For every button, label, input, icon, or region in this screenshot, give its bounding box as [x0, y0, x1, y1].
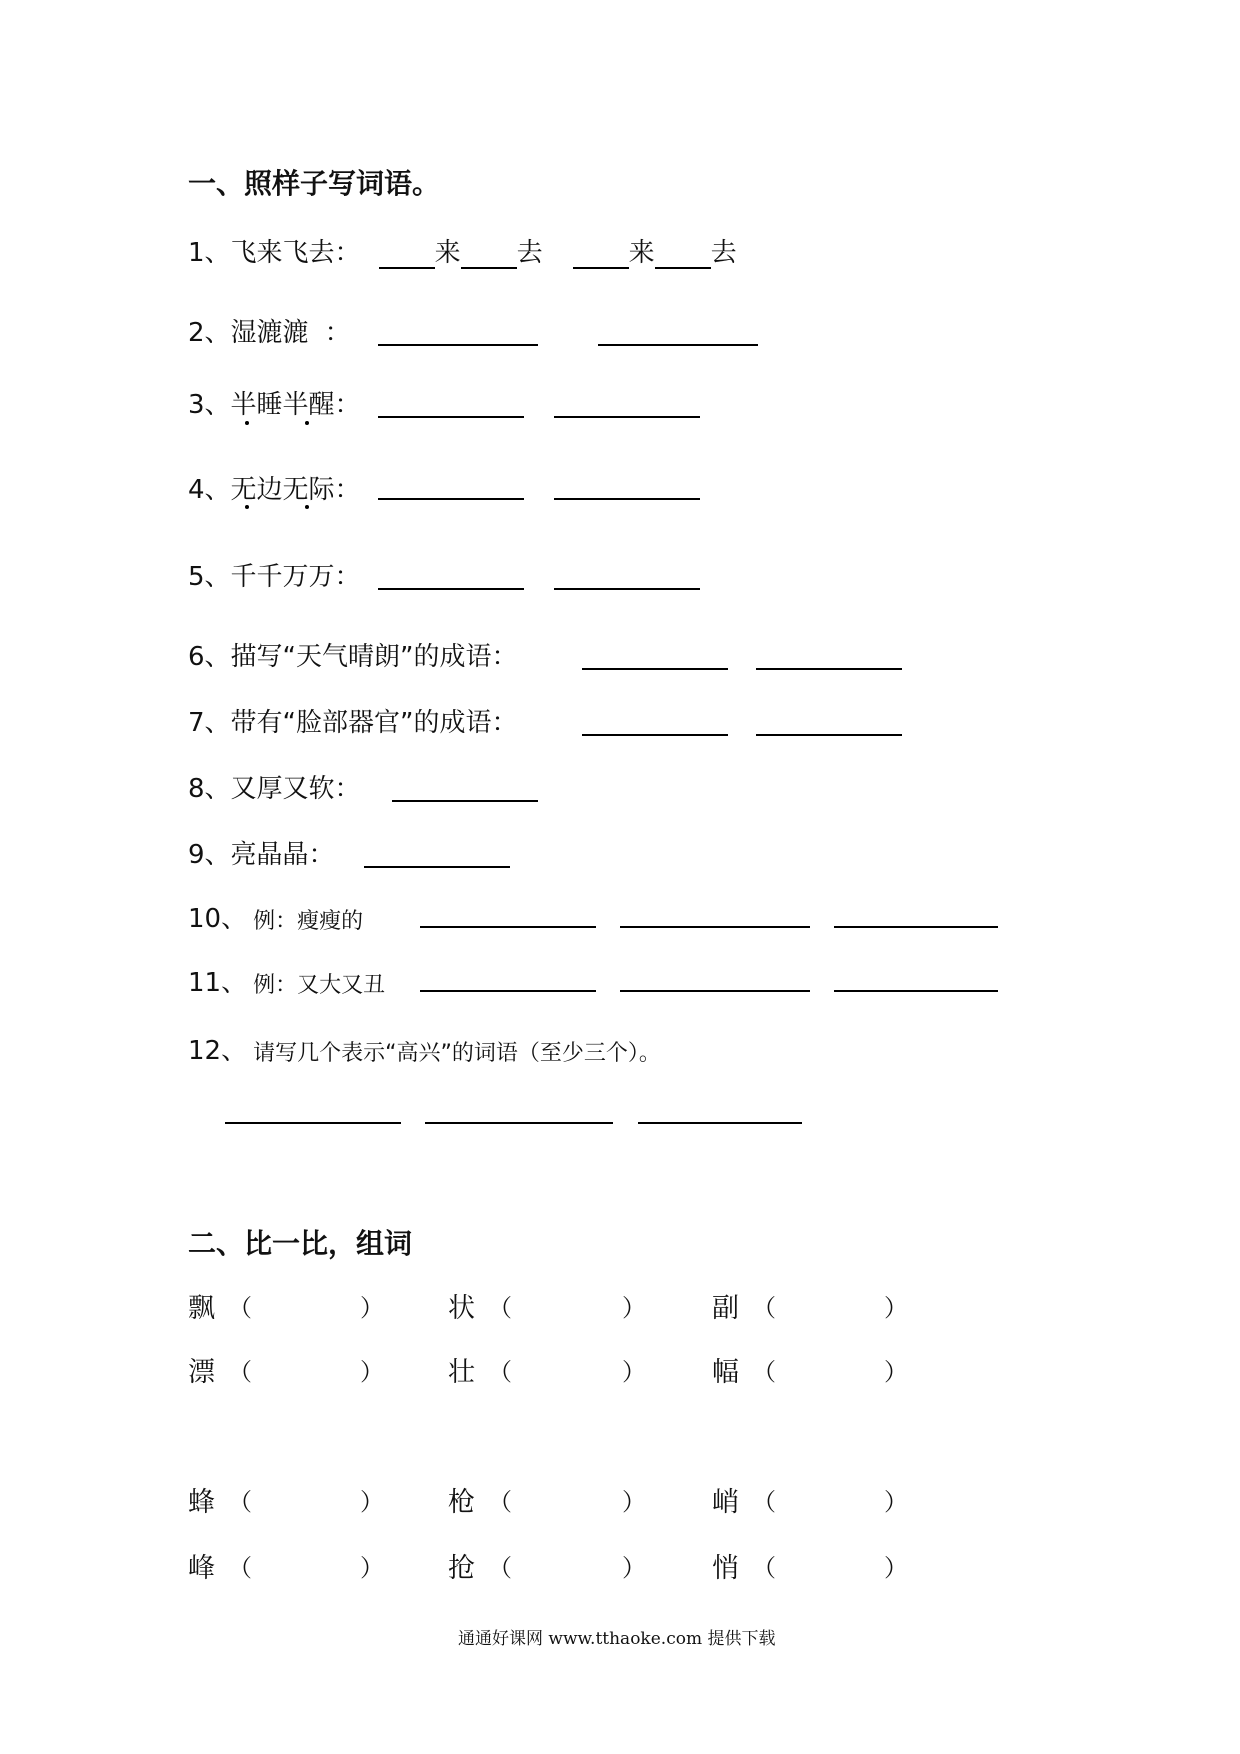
emphasis-dot: [305, 421, 309, 425]
question-text: 湿漉漉: [230, 318, 309, 348]
open-paren: （: [228, 1488, 252, 1516]
answer-blank[interactable]: [620, 962, 810, 992]
character: 副: [712, 1293, 739, 1324]
open-paren: （: [488, 1488, 512, 1516]
close-paren: ）: [884, 1294, 908, 1322]
answer-blank[interactable]: [379, 239, 435, 269]
question-7: [188, 702, 518, 739]
open-paren: （: [228, 1294, 252, 1322]
question-number: 4、: [188, 475, 231, 505]
character: 飘: [188, 1293, 215, 1324]
answer-blank[interactable]: [834, 898, 998, 928]
close-paren: ）: [622, 1488, 646, 1516]
answer-blank[interactable]: [554, 470, 700, 500]
character: 峰: [188, 1553, 215, 1584]
open-paren: （: [228, 1554, 252, 1582]
close-paren: ）: [884, 1488, 908, 1516]
close-paren: ）: [360, 1488, 384, 1516]
answer-blank[interactable]: [582, 706, 728, 736]
open-paren: （: [752, 1488, 776, 1516]
close-paren: ）: [360, 1294, 384, 1322]
open-paren: （: [488, 1554, 512, 1582]
question-3: [188, 384, 361, 421]
answer-blank[interactable]: [573, 239, 629, 269]
question-1: [188, 232, 737, 269]
question-text: 带有“脸部器官”的成语：: [230, 708, 518, 738]
example-text: 例：又大又丑: [253, 973, 386, 998]
character: 蜂: [188, 1487, 215, 1518]
question-10: [188, 898, 363, 935]
close-paren: ）: [360, 1554, 384, 1582]
open-paren: （: [752, 1358, 776, 1386]
emphasis-dot: [245, 505, 249, 509]
question-5: [188, 556, 361, 593]
colon: ：: [324, 318, 351, 348]
question-number: 8、: [188, 774, 231, 804]
close-paren: ）: [622, 1358, 646, 1386]
character: 状: [448, 1293, 475, 1324]
answer-blank[interactable]: [756, 706, 902, 736]
question-6: [188, 636, 518, 673]
question-8: [188, 768, 361, 805]
close-paren: ）: [360, 1358, 384, 1386]
character: 枪: [448, 1487, 475, 1518]
question-number: 5、: [188, 562, 231, 592]
close-paren: ）: [884, 1554, 908, 1582]
answer-blank[interactable]: [620, 898, 810, 928]
close-paren: ）: [884, 1358, 908, 1386]
character: 壮: [448, 1357, 475, 1388]
question-number: 7、: [188, 708, 231, 738]
emphasis-dot: [305, 505, 309, 509]
character: 抢: [448, 1553, 475, 1584]
question-11: [188, 962, 385, 999]
fixed-char: 去: [710, 238, 737, 268]
question-number: 11、: [188, 968, 248, 998]
open-paren: （: [488, 1358, 512, 1386]
question-text: 半睡半醒：: [230, 390, 361, 420]
example-text: 例：瘦瘦的: [253, 909, 364, 934]
question-number: 10、: [188, 904, 248, 934]
answer-blank[interactable]: [638, 1094, 802, 1124]
answer-blank[interactable]: [392, 772, 538, 802]
answer-blank[interactable]: [378, 470, 524, 500]
answer-blank[interactable]: [834, 962, 998, 992]
answer-blank[interactable]: [425, 1094, 613, 1124]
open-paren: （: [488, 1294, 512, 1322]
question-9: [188, 834, 335, 871]
question-text: 亮晶晶：: [230, 840, 335, 870]
answer-blank[interactable]: [598, 316, 758, 346]
character: 幅: [712, 1357, 739, 1388]
answer-blank[interactable]: [582, 640, 728, 670]
character: 悄: [712, 1553, 739, 1584]
answer-blank[interactable]: [420, 898, 596, 928]
question-text: 请写几个表示“高兴”的词语（至少三个）。: [253, 1041, 661, 1066]
section-2-title: 二、比一比，组词: [188, 1227, 413, 1260]
question-number: 6、: [188, 642, 231, 672]
character: 峭: [712, 1487, 739, 1518]
answer-blank[interactable]: [378, 388, 524, 418]
question-text: 千千万万：: [230, 562, 361, 592]
question-number: 2、: [188, 318, 231, 348]
answer-blank[interactable]: [461, 239, 517, 269]
answer-blank[interactable]: [378, 316, 538, 346]
answer-blank[interactable]: [378, 560, 524, 590]
close-paren: ）: [622, 1294, 646, 1322]
section-1-title: 一、照样子写词语。: [188, 167, 441, 200]
open-paren: （: [752, 1554, 776, 1582]
character: 漂: [188, 1357, 215, 1388]
answer-blank[interactable]: [364, 838, 510, 868]
fixed-char: 来: [434, 238, 461, 268]
fixed-char: 来: [628, 238, 655, 268]
question-number: 9、: [188, 840, 231, 870]
question-2: [188, 312, 351, 349]
question-text: 无边无际：: [230, 475, 361, 505]
fixed-char: 去: [516, 238, 543, 268]
question-text: 描写“天气晴朗”的成语：: [230, 642, 518, 672]
question-number: 12、: [188, 1036, 248, 1066]
question-text: 飞来飞去：: [230, 238, 361, 268]
answer-blank[interactable]: [225, 1094, 401, 1124]
answer-blank[interactable]: [554, 388, 700, 418]
emphasis-dot: [245, 421, 249, 425]
question-text: 又厚又软：: [230, 774, 361, 804]
open-paren: （: [228, 1358, 252, 1386]
answer-blank[interactable]: [554, 560, 700, 590]
open-paren: （: [752, 1294, 776, 1322]
answer-blank[interactable]: [756, 640, 902, 670]
question-number: 1、: [188, 238, 231, 268]
question-12: [188, 1030, 661, 1067]
close-paren: ）: [622, 1554, 646, 1582]
question-number: 3、: [188, 390, 231, 420]
question-4: [188, 469, 361, 506]
answer-blank[interactable]: [420, 962, 596, 992]
answer-blank[interactable]: [655, 239, 711, 269]
page-footer: 通通好课网 www.tthaoke.com 提供下载: [458, 1629, 776, 1649]
